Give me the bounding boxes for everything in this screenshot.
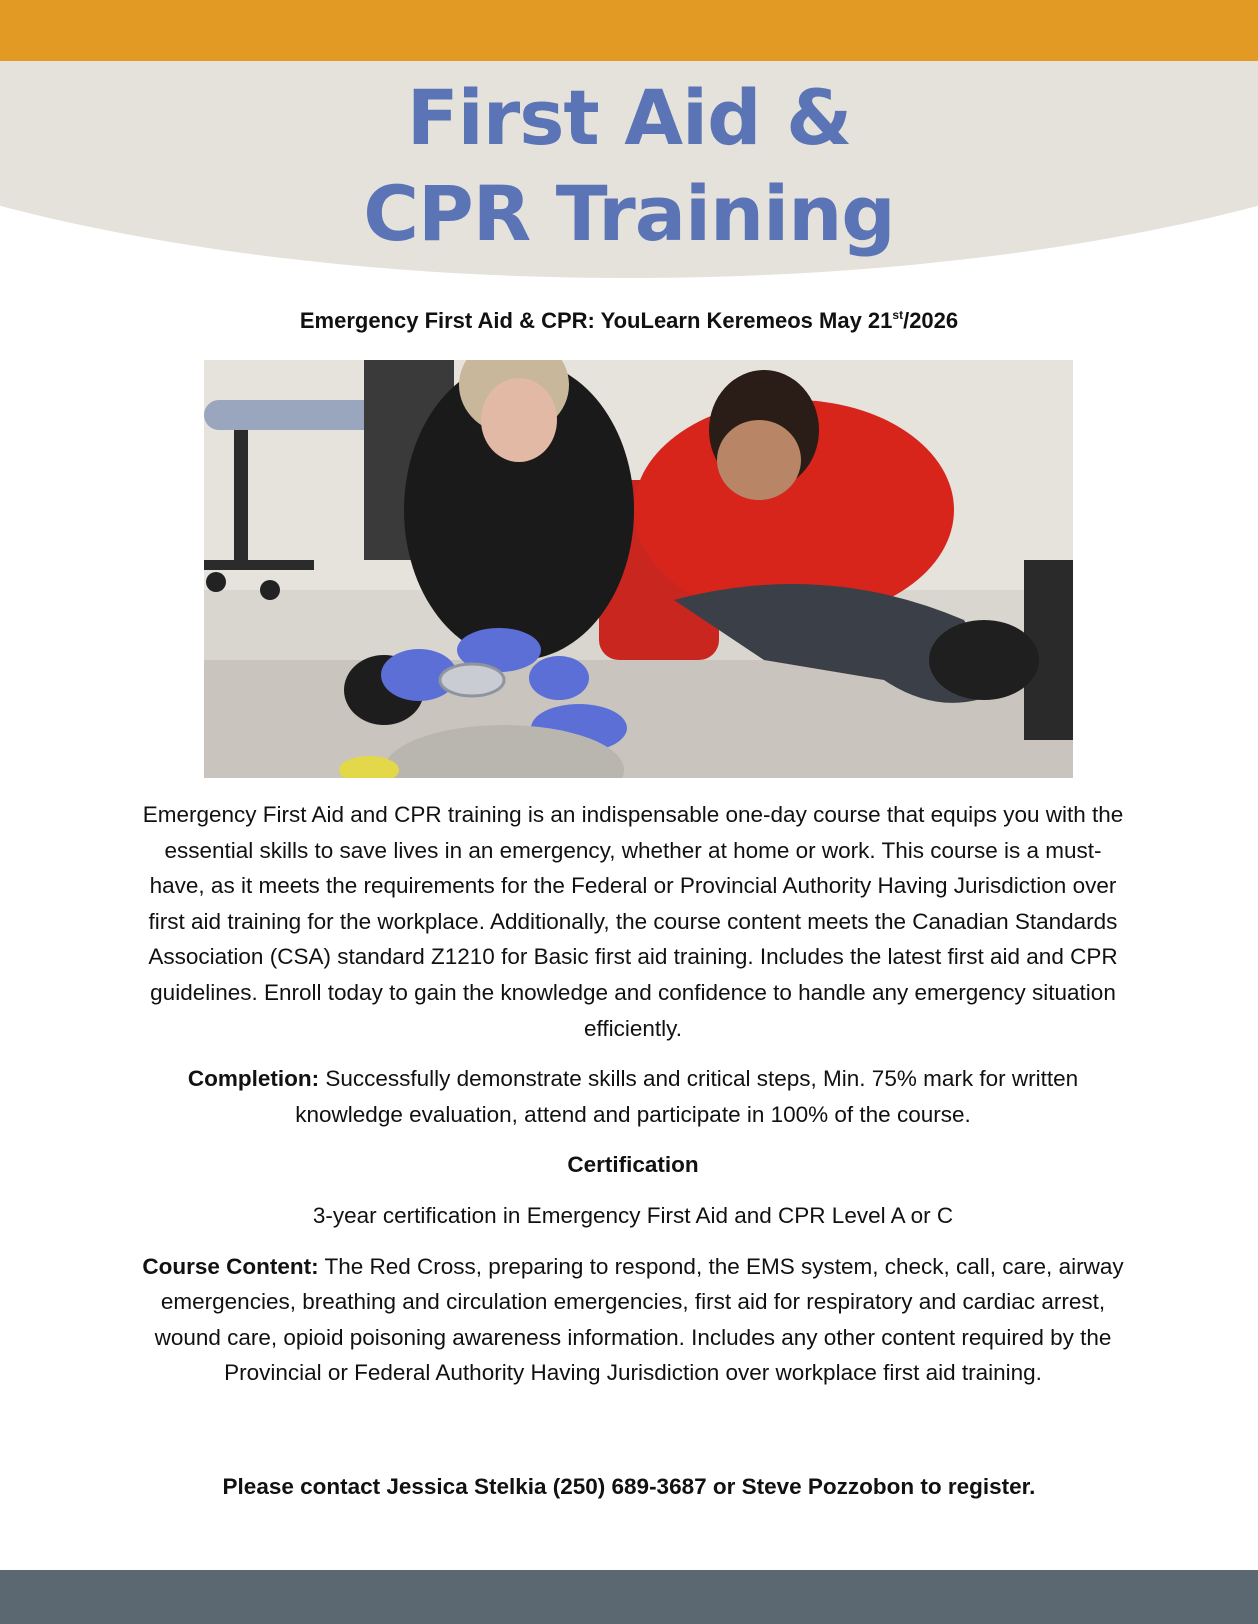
cpr-training-photo [204,360,1073,778]
certification-heading: Certification [567,1152,699,1178]
page-title [0,70,1258,262]
course-date-heading [0,308,1258,334]
subtitle-year: /2026 [903,308,959,333]
completion-label: Completion: [187,1066,320,1092]
completion-paragraph [140,1061,1126,1132]
course-description [140,797,1126,1406]
subtitle-ordinal: st [892,308,904,322]
subtitle-text: Emergency First Aid & CPR: YouLearn Keremeos May 21 [299,308,893,333]
certification-text: 3-year certification in Emergency First Aid and CPR Level A or C [312,1202,954,1228]
course-content-label: Course Content: [142,1253,319,1279]
course-content-paragraph [140,1249,1126,1391]
footer-bar [0,1570,1258,1624]
course-content-text: The Red Cross, preparing to respond, the EMS system, check, call, care, airway emergencies, breathing and circulation emergencies, first aid for respiratory and cardiac arrest, wound care, opioid poisoning awareness information. Includes any other content required by the Provincial or Federal Authority Having Jurisdiction over workplace first aid training. [154,1253,1124,1386]
photo-illustration [204,360,1073,778]
title-line-1: First Aid & [406,73,852,162]
contact-line: Please contact Jessica Stelkia (250) 689-3687 or Steve Pozzobon to register. [222,1474,1036,1499]
completion-text: Successfully demonstrate skills and critical steps, Min. 75% mark for written knowledge evaluation, attend and participate in 100% of the course. [295,1066,1079,1127]
title-line-2: CPR Training [363,169,895,258]
top-accent-bar [0,0,1258,61]
intro-paragraph: Emergency First Aid and CPR training is an indispensable one-day course that equips you with the essential skills to save lives in an emergency, whether at home or work. This course is a must-have, as it meets the requirements for the Federal or Provincial Authority Having Jurisdiction over first aid training for the workplace. Additionally, the course content meets the Canadian Standards Association (CSA) standard Z1210 for Basic first aid training. Includes the latest first aid and CPR guidelines. Enroll today to gain the knowledge and confidence to handle any emergency situation efficiently. [142,802,1124,1041]
